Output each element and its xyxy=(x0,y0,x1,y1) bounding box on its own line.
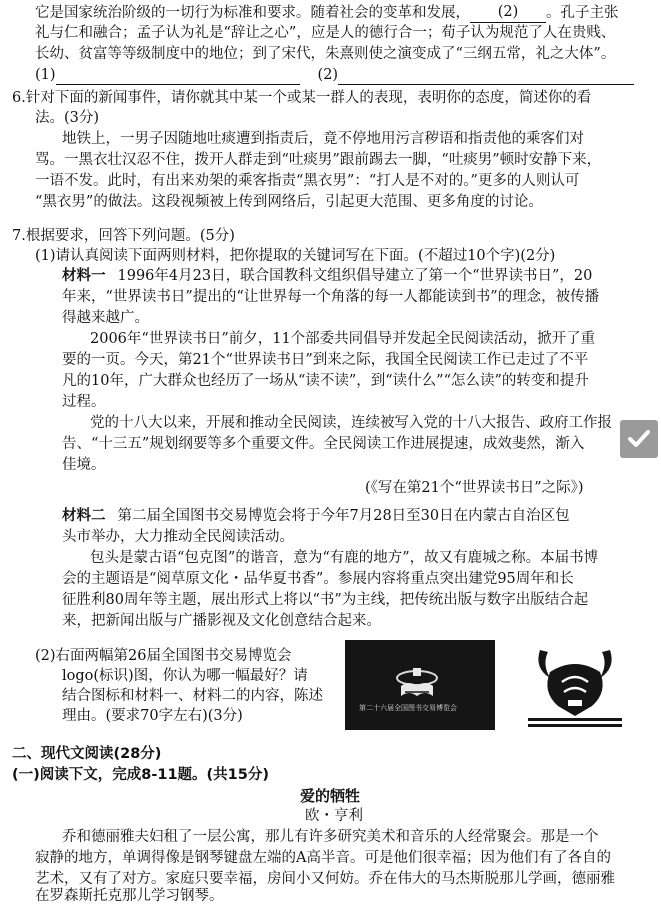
material2-line-2: 头市举办，大力推动全民阅读活动。 xyxy=(62,529,294,545)
section2-title: 二、现代文阅读(28分) xyxy=(12,746,162,762)
q6-prompt-2: 法。(3分) xyxy=(35,110,100,126)
material1-line-9: 告、“十三五”规划纲要等多个重要文件。全民阅读工作进展提速，成效斐然，渐入 xyxy=(62,436,585,452)
deer-head-logo-icon xyxy=(520,642,630,732)
q7-sub2-line-4: 理由。(要求70字左右)(3分) xyxy=(62,708,243,724)
material2-line-3: 包头是蒙古语“包克图”的谐音，意为“有鹿的地方”，故又有鹿城之称。本届书博 xyxy=(90,550,599,566)
article-author: 欧・亨利 xyxy=(305,808,363,824)
material1-line-7: 过程。 xyxy=(62,394,106,410)
top-line-3: 长幼、贫富等等级制度中的地位；到了宋代，朱熹则使之演变成了“三纲五常，礼之大体”。 xyxy=(35,46,616,62)
answer-blank-2[interactable]: (2) xyxy=(470,2,546,23)
material1-line-4: 2006年“世界读书日”前夕，11个部委共同倡导并发起全民阅读活动，掀开了重 xyxy=(90,331,596,347)
material2-line-6: 来，把新闻出版与广播影视及文化创意结合起来。 xyxy=(62,613,381,629)
material2-label: 材料二 xyxy=(62,508,106,524)
checkmark-icon xyxy=(625,425,653,453)
material1-source: (《写在第21个“世界读书日”之际》) xyxy=(365,480,584,496)
q6-news-2: 骂。一黑衣壮汉忍不住，拨开人群走到“吐痰男”跟前踢去一脚，“吐痰男”顿时安静下来， xyxy=(35,152,602,168)
material1-line-2: 年来，“世界读书日”提出的“让世界每一个角落的每一人都能读到书”的理念，被传播 xyxy=(62,289,600,305)
answer-line: (1) (2) xyxy=(35,65,634,85)
q6-prompt-1: 6.针对下面的新闻事件，请你就其中某一个或某一群人的表现，表明你的态度，简述你的看 xyxy=(12,90,592,106)
logo-option-1[interactable] xyxy=(345,640,495,730)
material2-line-4: 会的主题语是“阅草原文化・品华夏书香”。参展内容将重点突出建党95周年和长 xyxy=(62,571,574,587)
q6-news-3: 一语不发。此时，有出来劝架的乘客指责“黑衣男”：“打人是不对的。”更多的人则认可 xyxy=(35,173,580,189)
article-para-1: 乔和德丽雅夫妇租了一层公寓，那儿有许多研究美术和音乐的人经常聚会。那是一个 xyxy=(62,829,599,845)
q7-sub2-line-1: (2)右面两幅第26届全国图书交易博览会 xyxy=(35,648,292,664)
article-para-3: 艺术，又有了对方。家庭只要幸福，房间小又何妨。乔在伟大的马杰斯脱那儿学画，德丽雅 xyxy=(35,871,615,887)
material1-line-6: 凡的10年，广大群众也经历了一场从“读不读”，到“读什么”“怎么读”的转变和提升 xyxy=(62,373,589,389)
article-para-2: 寂静的地方，单调得像是钢琴键盘左端的A高半音。可是他们很幸福；因为他们有了各自的 xyxy=(35,850,611,866)
article-title: 爱的牺牲 xyxy=(300,787,361,805)
logo1-caption: 第二十六届全国图书交易博览会 xyxy=(359,704,457,712)
answer-field-2[interactable] xyxy=(338,84,634,85)
q7-sub2-line-3: 结合图标和材料一、材料二的内容，陈述 xyxy=(62,688,323,704)
q7-sub1: (1)请认真阅读下面两则材料，把你提取的关键词写在下面。(不超过10个字)(2分) xyxy=(35,248,556,264)
q7-sub2-line-2: logo(标识)图，你认为哪一幅最好？请 xyxy=(62,668,308,684)
answer-field-1[interactable] xyxy=(56,84,300,85)
material1-line-10: 佳境。 xyxy=(62,457,106,473)
material1-line-3: 得越来越广。 xyxy=(62,310,149,326)
material1-line-1: 材料一 1996年4月23日，联合国教科文组织倡导建立了第一个“世界读书日”，20 xyxy=(62,268,593,284)
material1-label: 材料一 xyxy=(62,268,106,284)
logo-option-2[interactable] xyxy=(520,642,630,732)
material1-line-5: 要的一页。今天，第21个“世界读书日”到来之际，我国全民阅读工作已走过了不平 xyxy=(62,352,589,368)
book-fair-logo-icon xyxy=(345,640,495,730)
top-line-1: 它是国家统治阶级的一切行为标准和要求。随着社会的变革和发展， (2) 。孔子主张 xyxy=(35,4,619,21)
checkmark-badge[interactable] xyxy=(620,420,658,458)
material2-line-5: 征胜利80周年等主题，展出形式上将以“书”为主线，把传统出版与数字出版结合起 xyxy=(62,592,589,608)
material1-line-8: 党的十八大以来，开展和推动全民阅读，连续被写入党的十八大报告、政府工作报 xyxy=(90,415,612,431)
section2-subtitle: (一)阅读下文，完成8-11题。(共15分) xyxy=(12,767,269,783)
q7-title: 7.根据要求，回答下列问题。(5分) xyxy=(12,228,235,244)
top-line-2: 礼与仁和融合；孟子认为礼是“辞让之心”，应是人的德行合一；荀子认为规范了人在贵贱、 xyxy=(35,25,616,41)
material2-line-1: 材料二 第二届全国图书交易博览会将于今年7月28日至30日在内蒙古自治区包 xyxy=(62,508,570,524)
article-para-4: 在罗森斯托克那儿学习钢琴。 xyxy=(35,888,224,904)
q6-news-4: “黑衣男”的做法。这段视频被上传到网络后，引起更大范围、更多角度的讨论。 xyxy=(35,194,543,210)
q6-news-1: 地铁上，一男子因随地吐痰遭到指责后，竟不停地用污言秽语和指责他的乘客们对 xyxy=(62,131,584,147)
